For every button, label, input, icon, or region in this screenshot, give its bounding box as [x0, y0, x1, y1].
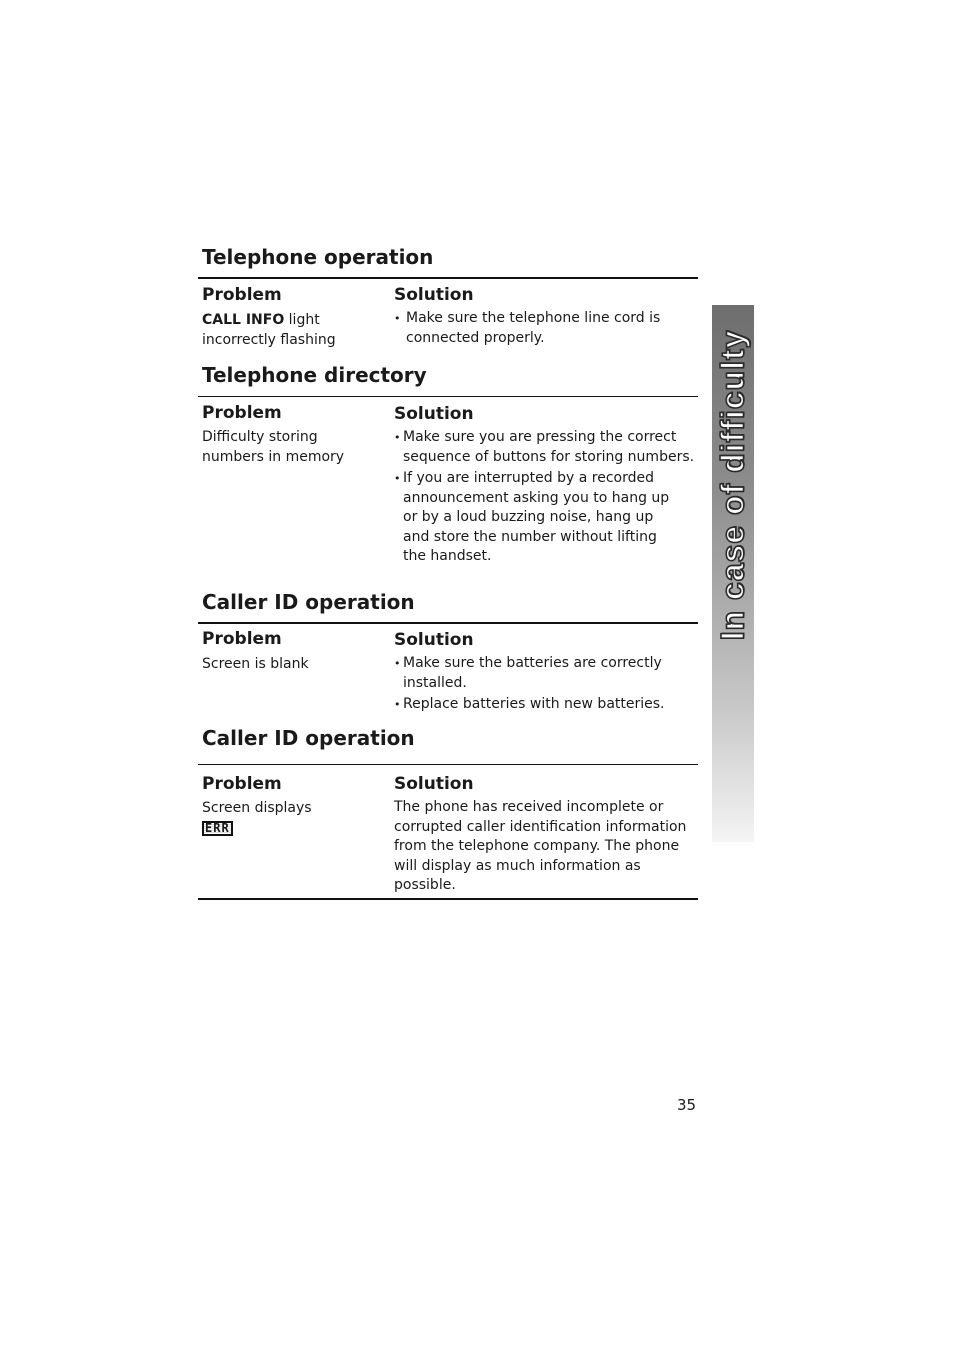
solution-list	[394, 309, 704, 350]
section-title-telephone-operation: Telephone operation	[202, 245, 434, 269]
section-divider	[198, 277, 698, 279]
solution-header: Solution	[394, 404, 474, 424]
problem-text: Difficulty storing numbers in memory	[202, 429, 345, 465]
problem-text: Screen is blank	[202, 656, 309, 672]
bullet-icon: •	[394, 472, 401, 485]
solution-item: • Make sure the batteries are correctly installed.	[394, 655, 662, 691]
section-title-caller-id-operation-2: Caller ID operation	[202, 726, 415, 750]
bullet-icon: •	[394, 431, 401, 444]
bullet-icon: •	[394, 698, 401, 711]
solution-header: Solution	[394, 630, 474, 650]
problem-header: Problem	[202, 629, 282, 649]
solution-list	[394, 428, 704, 569]
solution-item: • Replace batteries with new batteries.	[394, 695, 684, 715]
problem-text	[202, 311, 382, 350]
page-number: 35	[677, 1096, 697, 1114]
problem-header: Problem	[202, 403, 282, 423]
section-title-caller-id-operation: Caller ID operation	[202, 590, 415, 614]
solution-item: • Make sure you are pressing the correct sequence of buttons for storing numbers.	[394, 429, 695, 465]
section-divider-bottom	[198, 898, 698, 900]
err-display-icon: ERR	[202, 821, 233, 836]
solution-text: The phone has received incomplete or corrupted caller identification information from the telephone company. The phone will display as much information as possible.	[394, 799, 687, 893]
problem-text-rest: light	[284, 312, 320, 328]
section-divider	[198, 622, 698, 624]
solution-list	[394, 654, 684, 717]
side-tab	[712, 305, 754, 842]
problem-header: Problem	[202, 285, 282, 305]
section-divider	[198, 396, 698, 397]
solution-header: Solution	[394, 774, 474, 794]
problem-header: Problem	[202, 774, 282, 794]
section-divider	[198, 764, 698, 765]
problem-text-line2: incorrectly flashing	[202, 331, 336, 348]
bullet-icon: •	[394, 657, 401, 670]
solution-item: • If you are interrupted by a recorded announcement asking you to hang up or by a loud buzzing noise, hang up and store the number without lifting the handset.	[394, 470, 670, 564]
solution-header: Solution	[394, 285, 474, 305]
solution-item: • Make sure the telephone line cord is connected properly.	[394, 310, 661, 346]
call-info-keyword: CALL INFO	[202, 312, 285, 328]
problem-text	[202, 799, 382, 838]
side-tab-label: In case of difficulty	[714, 329, 751, 641]
section-title-telephone-directory: Telephone directory	[202, 363, 427, 387]
problem-text-label: Screen displays	[202, 800, 312, 816]
bullet-icon: •	[394, 312, 401, 325]
